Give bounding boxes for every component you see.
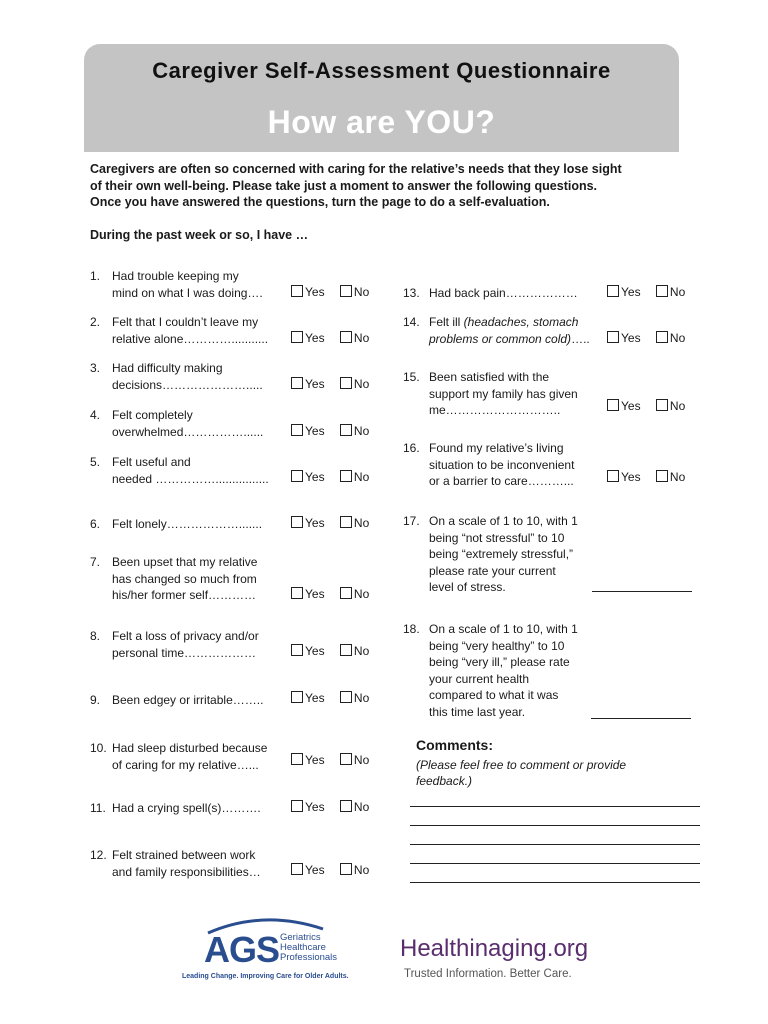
question-text [112, 314, 287, 347]
question-line: Had sleep disturbed because [112, 741, 268, 755]
question-line: level of stress. [429, 580, 506, 594]
question-line: your current health [429, 671, 530, 686]
question-line: being “very ill,” please rate [429, 655, 570, 669]
yes-checkbox[interactable] [291, 285, 303, 297]
no-label: No [353, 424, 370, 438]
no-checkbox[interactable] [340, 587, 352, 599]
question-line-italic: (headaches, stomach [460, 315, 579, 329]
question-text [112, 692, 287, 709]
no-checkbox[interactable] [340, 691, 352, 703]
no-option[interactable] [340, 587, 369, 601]
yes-checkbox[interactable] [291, 800, 303, 812]
yes-option[interactable] [291, 863, 325, 877]
question-line: Been upset that my relative [112, 555, 258, 569]
question-line: Been satisfied with the [429, 370, 550, 384]
ags-letters: AGS [204, 929, 280, 970]
yes-label: Yes [305, 753, 325, 767]
answer-options-11 [291, 800, 381, 814]
question-line: Felt useful and [112, 455, 191, 469]
no-option[interactable] [656, 331, 685, 345]
question-line: needed ……………................ [112, 471, 269, 486]
comment-line[interactable] [410, 825, 700, 826]
no-checkbox[interactable] [340, 800, 352, 812]
question-number: 12. [90, 848, 107, 862]
question-line: decisions…………………..... [112, 377, 263, 392]
question-number: 2. [90, 315, 101, 329]
yes-label: Yes [305, 331, 325, 345]
no-option[interactable] [340, 863, 369, 877]
yes-option[interactable] [607, 331, 641, 345]
question-number: 14. [403, 315, 420, 329]
yes-checkbox[interactable] [291, 424, 303, 436]
question-line: Had back pain……………… [429, 286, 578, 300]
yes-label: Yes [305, 424, 325, 438]
no-checkbox[interactable] [656, 285, 668, 297]
yes-label: Yes [305, 800, 325, 814]
no-label: No [669, 470, 686, 484]
yes-option[interactable] [291, 424, 325, 438]
question-text [112, 800, 287, 817]
question-number: 18. [403, 622, 420, 636]
yes-checkbox[interactable] [607, 331, 619, 343]
comment-line[interactable] [410, 863, 700, 864]
yes-checkbox[interactable] [607, 285, 619, 297]
yes-option[interactable] [291, 331, 325, 345]
stress-rating-line[interactable] [592, 591, 692, 592]
no-label: No [353, 377, 370, 391]
question-text [112, 628, 287, 661]
answer-options-6 [291, 516, 381, 530]
question-line: being “extremely stressful,” [429, 547, 574, 561]
answer-options-12 [291, 863, 381, 877]
yes-option[interactable] [291, 691, 325, 705]
yes-label: Yes [305, 644, 325, 658]
yes-checkbox[interactable] [291, 644, 303, 656]
question-number: 5. [90, 455, 101, 469]
yes-label: Yes [305, 377, 325, 391]
comments-hint: (Please feel free to comment or provide feedback.) [416, 758, 627, 788]
no-option[interactable] [340, 377, 369, 391]
answer-options-4 [291, 424, 381, 438]
no-option[interactable] [340, 753, 369, 767]
question-line-end: ….. [571, 331, 590, 346]
question-line: overwhelmed……………...... [112, 424, 264, 439]
question-line: of caring for my relative…... [112, 757, 259, 772]
question-line: On a scale of 1 to 10, with 1 [429, 514, 578, 528]
question-line: Had trouble keeping my [112, 269, 239, 283]
no-label: No [353, 644, 370, 658]
healthinaging-logo [400, 935, 590, 990]
ags-org-line: Professionals [280, 952, 338, 963]
healthinaging-tagline: Trusted Information. Better Care. [404, 968, 572, 980]
no-label: No [353, 285, 370, 299]
yes-checkbox[interactable] [291, 587, 303, 599]
question-line [429, 331, 599, 348]
yes-label: Yes [305, 587, 325, 601]
question-line: his/her former self………… [112, 588, 257, 602]
no-option[interactable] [340, 331, 369, 345]
answer-options-15 [607, 399, 697, 413]
answer-options-10 [291, 753, 381, 767]
no-label: No [353, 331, 370, 345]
yes-option[interactable] [291, 644, 325, 658]
no-label: No [669, 285, 686, 299]
no-option[interactable] [340, 470, 369, 484]
no-label: No [353, 587, 370, 601]
yes-label: Yes [621, 331, 641, 345]
no-checkbox[interactable] [656, 470, 668, 482]
question-line: being “not stressful” to 10 [429, 530, 565, 545]
no-option[interactable] [340, 424, 369, 438]
no-checkbox[interactable] [340, 285, 352, 297]
yes-label: Yes [305, 285, 325, 299]
answer-options-8 [291, 644, 381, 658]
question-line: personal time……………… [112, 645, 257, 660]
question-line: me……………………….. [429, 403, 561, 417]
no-option[interactable] [656, 399, 685, 413]
question-text [112, 554, 287, 604]
no-checkbox[interactable] [340, 863, 352, 875]
yes-checkbox[interactable] [291, 753, 303, 765]
yes-option[interactable] [291, 800, 325, 814]
yes-option[interactable] [291, 753, 325, 767]
no-option[interactable] [656, 285, 685, 299]
answer-options-3 [291, 377, 381, 391]
ags-org-line: Geriatrics [280, 932, 321, 943]
yes-label: Yes [305, 863, 325, 877]
question-text [112, 360, 287, 393]
no-checkbox[interactable] [340, 424, 352, 436]
page-title: Caregiver Self-Assessment Questionnaire [152, 58, 611, 83]
ags-logo [178, 915, 368, 987]
question-line [429, 314, 599, 331]
no-checkbox[interactable] [656, 331, 668, 343]
yes-label: Yes [621, 470, 641, 484]
question-line: support my family has given [429, 386, 578, 401]
question-line: being “very healthy” to 10 [429, 638, 565, 653]
ags-tagline: Leading Change. Improving Care for Older Adults. [182, 973, 349, 980]
health-rating-line[interactable] [591, 718, 691, 719]
no-option[interactable] [340, 644, 369, 658]
question-text [112, 740, 287, 773]
yes-label: Yes [621, 399, 641, 413]
question-line: has changed so much from [112, 571, 257, 586]
question-line: Been edgey or irritable…….. [112, 693, 264, 707]
answer-options-16 [607, 470, 697, 484]
yes-option[interactable] [607, 285, 641, 299]
no-label: No [353, 863, 370, 877]
no-label: No [353, 470, 370, 484]
question-text [112, 516, 287, 533]
no-option[interactable] [340, 516, 369, 530]
no-label: No [353, 516, 370, 530]
question-number: 15. [403, 370, 420, 384]
yes-label: Yes [621, 285, 641, 299]
no-option[interactable] [656, 470, 685, 484]
question-line-start: Felt ill [429, 315, 461, 329]
question-number: 7. [90, 555, 101, 569]
yes-label: Yes [305, 516, 325, 530]
question-line-italic: problems or common cold) [429, 331, 572, 346]
intro-text [90, 161, 690, 211]
yes-option[interactable] [291, 516, 325, 530]
no-checkbox[interactable] [656, 399, 668, 411]
question-text [112, 847, 287, 880]
answer-options-5 [291, 470, 381, 484]
question-text [429, 314, 599, 347]
question-number: 3. [90, 361, 101, 375]
question-line: Found my relative’s living [429, 441, 564, 455]
ags-org-name [280, 933, 337, 963]
question-text [112, 268, 287, 301]
yes-option[interactable] [291, 587, 325, 601]
page-subtitle: How are YOU? [267, 104, 496, 140]
no-checkbox[interactable] [340, 516, 352, 528]
question-text [429, 369, 594, 419]
comment-line[interactable] [410, 844, 700, 845]
comments-title: Comments: [416, 737, 494, 753]
no-checkbox[interactable] [340, 753, 352, 765]
yes-option[interactable] [607, 399, 641, 413]
question-number: 6. [90, 517, 101, 531]
question-line: or a barrier to care………... [429, 474, 574, 488]
question-line: Felt completely [112, 408, 193, 422]
question-line: and family responsibilities… [112, 864, 261, 879]
yes-checkbox[interactable] [291, 470, 303, 482]
yes-checkbox[interactable] [291, 516, 303, 528]
no-label: No [353, 691, 370, 705]
question-text [429, 440, 594, 490]
intro-line: Caregivers are often so concerned with caring for the relative’s needs that they lose sight [90, 162, 622, 176]
answer-options-1 [291, 285, 381, 299]
healthinaging-name: Healthinaging.org [400, 935, 589, 962]
question-text [112, 454, 287, 487]
question-line: Felt that I couldn’t leave my [112, 315, 259, 329]
no-label: No [669, 399, 686, 413]
question-number: 4. [90, 408, 101, 422]
header-banner [84, 44, 679, 152]
yes-checkbox[interactable] [291, 691, 303, 703]
question-line: relative alone…………........... [112, 331, 269, 346]
question-number: 8. [90, 629, 101, 643]
question-text [112, 407, 287, 440]
question-number: 13. [403, 286, 420, 300]
answer-options-7 [291, 587, 381, 601]
question-line: situation to be inconvenient [429, 457, 575, 472]
question-text [429, 621, 594, 720]
no-label: No [353, 753, 370, 767]
no-label: No [669, 331, 686, 345]
question-line: Had a crying spell(s)………. [112, 801, 261, 815]
question-text [429, 285, 594, 302]
yes-checkbox[interactable] [291, 331, 303, 343]
yes-checkbox[interactable] [291, 377, 303, 389]
yes-option[interactable] [291, 285, 325, 299]
question-line: mind on what I was doing…. [112, 285, 263, 300]
no-checkbox[interactable] [340, 377, 352, 389]
answer-options-13 [607, 285, 697, 299]
intro-line: Once you have answered the questions, turn the page to do a self-evaluation. [90, 195, 550, 209]
yes-checkbox[interactable] [291, 863, 303, 875]
yes-option[interactable] [607, 470, 641, 484]
no-checkbox[interactable] [340, 644, 352, 656]
question-text [429, 513, 594, 596]
answer-options-14 [607, 331, 697, 345]
question-line: Felt lonely………………....... [112, 517, 263, 531]
yes-option[interactable] [291, 470, 325, 484]
no-option[interactable] [340, 800, 369, 814]
question-line: Had difficulty making [112, 361, 223, 375]
question-line: On a scale of 1 to 10, with 1 [429, 622, 578, 636]
answer-options-9 [291, 691, 381, 705]
no-checkbox[interactable] [340, 470, 352, 482]
question-prompt: During the past week or so, I have … [90, 228, 309, 242]
yes-option[interactable] [291, 377, 325, 391]
no-option[interactable] [340, 691, 369, 705]
no-option[interactable] [340, 285, 369, 299]
intro-line: of their own well-being. Please take just a moment to answer the following questions. [90, 178, 598, 193]
yes-label: Yes [305, 691, 325, 705]
question-line: Felt strained between work [112, 848, 256, 862]
question-line: please rate your current [429, 563, 556, 578]
yes-checkbox[interactable] [607, 399, 619, 411]
comment-line[interactable] [410, 882, 700, 883]
question-number: 16. [403, 441, 420, 455]
no-checkbox[interactable] [340, 331, 352, 343]
answer-options-2 [291, 331, 381, 345]
comment-line[interactable] [410, 806, 700, 807]
question-number: 9. [90, 693, 101, 707]
question-number: 17. [403, 514, 420, 528]
question-line: compared to what it was [429, 688, 559, 702]
question-number: 11. [90, 801, 106, 815]
question-number: 1. [90, 269, 101, 283]
no-label: No [353, 800, 370, 814]
question-number: 10. [90, 741, 107, 755]
yes-label: Yes [305, 470, 325, 484]
question-line: Felt a loss of privacy and/or [112, 629, 259, 643]
ags-org-line: Healthcare [280, 942, 326, 953]
yes-checkbox[interactable] [607, 470, 619, 482]
question-line: this time last year. [429, 704, 526, 719]
